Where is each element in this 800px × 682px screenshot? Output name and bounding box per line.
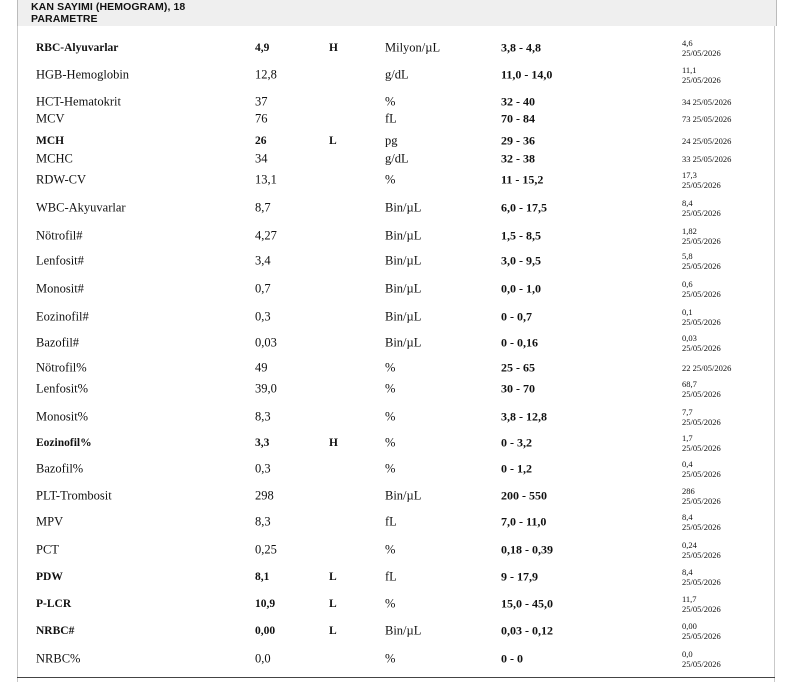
previous-result [682, 154, 731, 164]
reference-range: 30 - 70 [501, 381, 535, 395]
previous-result-value: 24 25/05/2026 [682, 135, 732, 146]
previous-result [682, 512, 721, 532]
result-value: 10,9 [255, 598, 276, 610]
test-name: Nötrofil% [36, 360, 87, 375]
reference-range: 32 - 38 [501, 151, 535, 166]
table-row [32, 620, 757, 641]
previous-result [682, 621, 721, 641]
previous-result [682, 567, 721, 587]
table-row [32, 594, 757, 614]
table-row [32, 306, 757, 328]
result-flag: L [329, 134, 337, 147]
previous-result-date: 25/05/2026 [682, 496, 721, 506]
previous-result-value: 68,7 [682, 378, 697, 389]
section-title-line1: KAN SAYIMI (HEMOGRAM), 18 [31, 1, 186, 13]
result-value: 298 [255, 488, 274, 503]
result-unit: % [385, 381, 396, 395]
previous-result-value: 0,0 [682, 648, 693, 659]
reference-range: 9 - 17,9 [501, 569, 538, 584]
reference-range: 0 - 0,16 [501, 335, 538, 350]
result-flag: H [329, 436, 338, 449]
previous-result-value: 0,03 [682, 333, 697, 343]
reference-range: 3,0 - 9,5 [501, 253, 541, 268]
result-unit: Bin/µL [385, 488, 422, 503]
result-unit: Bin/µL [385, 281, 422, 296]
test-name: NRBC# [36, 624, 75, 637]
previous-result [682, 136, 731, 146]
result-unit: Bin/µL [385, 200, 422, 215]
result-flag: H [329, 41, 338, 54]
section-header [17, 0, 777, 26]
result-value: 0,25 [255, 542, 277, 557]
result-unit: % [385, 461, 396, 476]
result-unit: % [385, 172, 396, 186]
result-unit: % [385, 596, 396, 611]
table-row [32, 250, 757, 272]
result-value: 26 [255, 134, 267, 147]
previous-result-value: 5,8 [682, 251, 693, 261]
test-name: NRBC% [36, 651, 81, 665]
test-name: Nötrofil# [36, 228, 83, 243]
previous-result-date: 25/05/2026 [682, 261, 721, 271]
table-row [32, 332, 757, 354]
previous-result [682, 114, 731, 124]
test-name: Monosit% [36, 409, 89, 423]
reference-range: 7,0 - 11,0 [501, 514, 547, 529]
reference-range: 0,18 - 0,39 [501, 542, 553, 557]
result-unit: % [385, 651, 396, 665]
result-value: 76 [255, 111, 268, 126]
previous-result-date: 25/05/2026 [682, 74, 721, 85]
previous-result [682, 279, 721, 299]
previous-result [682, 226, 721, 246]
result-unit: fL [385, 514, 397, 529]
result-flag: L [329, 598, 337, 610]
previous-result-value: 11,7 [682, 594, 697, 604]
table-row [32, 567, 757, 587]
reference-range: 15,0 - 45,0 [501, 596, 553, 611]
table-row [32, 360, 757, 376]
test-name: MCV [36, 111, 65, 126]
reference-range: 200 - 550 [501, 488, 547, 503]
table-row [32, 38, 757, 57]
result-value: 49 [255, 360, 268, 375]
result-unit: fL [385, 111, 397, 126]
result-value: 8,7 [255, 200, 271, 215]
result-value: 37 [255, 94, 268, 108]
table-row [32, 197, 757, 219]
result-unit: g/dL [385, 67, 409, 81]
result-unit: g/dL [385, 151, 409, 166]
test-name: PDW [36, 571, 63, 583]
table-row [32, 486, 757, 506]
previous-result [682, 486, 721, 506]
previous-result [682, 333, 721, 353]
previous-result-date: 25/05/2026 [682, 289, 721, 299]
result-unit: pg [385, 133, 398, 147]
previous-result-value: 286 [682, 486, 695, 496]
previous-result-date: 25/05/2026 [682, 577, 721, 587]
result-unit: % [385, 542, 396, 557]
table-row [32, 65, 757, 84]
previous-result [682, 407, 721, 427]
result-value: 8,3 [255, 409, 271, 423]
previous-result-value: 0,00 [682, 620, 697, 631]
result-unit: fL [385, 569, 397, 584]
previous-result-value: 0,4 [682, 459, 693, 469]
previous-result-value: 11,1 [682, 64, 697, 75]
previous-result-date: 25/05/2026 [682, 550, 721, 560]
previous-result-date: 25/05/2026 [682, 343, 721, 353]
result-value: 3,4 [255, 253, 271, 268]
previous-result-date: 25/05/2026 [682, 236, 721, 246]
result-unit: % [385, 360, 396, 375]
test-name: Bazofil# [36, 335, 80, 350]
result-value: 13,1 [255, 172, 277, 186]
result-value: 3,3 [255, 436, 270, 449]
result-value: 4,27 [255, 228, 277, 243]
result-unit: Bin/µL [385, 309, 422, 324]
result-flag: L [329, 571, 337, 583]
previous-result-date: 25/05/2026 [682, 630, 721, 641]
previous-result-date: 25/05/2026 [682, 47, 721, 58]
result-value: 4,9 [255, 41, 270, 54]
test-name: Eozinofil% [36, 436, 92, 449]
previous-result-date: 25/05/2026 [682, 442, 721, 453]
test-name: Monosit# [36, 281, 84, 296]
table-row [32, 540, 757, 560]
previous-result-value: 33 25/05/2026 [682, 154, 732, 164]
result-flag: L [329, 624, 337, 637]
section-title-line2: PARAMETRE [31, 13, 98, 25]
reference-range: 29 - 36 [501, 133, 535, 147]
table-row [32, 650, 757, 667]
previous-result-date: 25/05/2026 [682, 179, 721, 190]
table-row [32, 512, 757, 532]
result-value: 8,3 [255, 514, 271, 529]
reference-range: 70 - 84 [501, 111, 535, 126]
test-name: Bazofil% [36, 461, 84, 476]
previous-result-date: 25/05/2026 [682, 208, 721, 218]
result-value: 0,7 [255, 281, 271, 296]
previous-result [682, 540, 721, 560]
table-row [32, 432, 757, 453]
previous-result [682, 363, 731, 373]
previous-result-date: 25/05/2026 [682, 522, 721, 532]
result-value: 0,3 [255, 309, 271, 324]
table-row [32, 110, 757, 128]
previous-result [682, 251, 721, 271]
previous-result-value: 0,1 [682, 307, 693, 317]
result-unit: Milyon/µL [385, 40, 441, 54]
result-unit: % [385, 409, 396, 423]
result-value: 12,8 [255, 67, 277, 81]
previous-result-value: 0,24 [682, 540, 697, 550]
previous-result-value: 0,6 [682, 279, 693, 289]
table-row [32, 92, 757, 111]
previous-result-value: 73 25/05/2026 [682, 114, 732, 124]
previous-result-date: 25/05/2026 [682, 469, 721, 479]
reference-range: 3,8 - 4,8 [501, 40, 541, 54]
test-name: RBC-Alyuvarlar [36, 41, 119, 54]
table-row [32, 278, 757, 300]
test-name: MCH [36, 134, 65, 147]
previous-result-value: 22 25/05/2026 [682, 363, 732, 373]
previous-result-date: 25/05/2026 [682, 317, 721, 327]
previous-result-date: 25/05/2026 [682, 416, 721, 427]
test-name: P-LCR [36, 598, 72, 610]
previous-result [682, 170, 721, 190]
previous-result [682, 38, 721, 58]
table-row [32, 225, 757, 247]
test-name: RDW-CV [36, 172, 86, 186]
result-value: 34 [255, 151, 268, 166]
reference-range: 6,0 - 17,5 [501, 200, 547, 215]
previous-result [682, 379, 721, 399]
result-value: 39,0 [255, 381, 277, 395]
previous-result [682, 459, 721, 479]
previous-result-value: 7,7 [682, 406, 693, 417]
previous-result-value: 34 25/05/2026 [682, 96, 732, 107]
previous-result [682, 433, 721, 453]
test-name: Lenfosit# [36, 253, 84, 268]
result-unit: % [385, 435, 396, 449]
table-row [32, 169, 757, 190]
test-name: MPV [36, 514, 64, 529]
previous-result-value: 8,4 [682, 512, 693, 522]
table-row [32, 379, 757, 398]
previous-result-date: 25/05/2026 [682, 604, 721, 614]
previous-result [682, 198, 721, 218]
result-value: 0,00 [255, 624, 276, 637]
previous-result [682, 307, 721, 327]
test-name: HGB-Hemoglobin [36, 67, 130, 81]
reference-range: 25 - 65 [501, 360, 535, 375]
test-name: Eozinofil# [36, 309, 89, 324]
result-unit: Bin/µL [385, 253, 422, 268]
previous-result [682, 97, 731, 107]
reference-range: 1,5 - 8,5 [501, 228, 541, 243]
result-value: 8,1 [255, 571, 270, 583]
reference-range: 0,0 - 1,0 [501, 281, 541, 296]
previous-result [682, 594, 721, 614]
test-name: Lenfosit% [36, 381, 89, 395]
table-row [32, 131, 757, 150]
test-name: PLT-Trombosit [36, 488, 112, 503]
reference-range: 0 - 3,2 [501, 435, 532, 449]
result-unit: Bin/µL [385, 335, 422, 350]
previous-result-value: 1,82 [682, 226, 697, 236]
reference-range: 3,8 - 12,8 [501, 409, 547, 423]
result-unit: Bin/µL [385, 623, 422, 637]
previous-result [682, 65, 721, 85]
result-unit: Bin/µL [385, 228, 422, 243]
result-value: 0,0 [255, 651, 271, 665]
result-unit: % [385, 94, 396, 108]
reference-range: 11,0 - 14,0 [501, 67, 553, 81]
previous-result-value: 8,4 [682, 198, 693, 208]
result-value: 0,3 [255, 461, 271, 476]
previous-result [682, 649, 721, 669]
previous-result-value: 1,7 [682, 432, 693, 443]
table-row [32, 150, 757, 168]
test-name: PCT [36, 542, 59, 557]
table-row [32, 460, 757, 478]
reference-range: 0 - 1,2 [501, 461, 532, 476]
table-row [32, 406, 757, 427]
test-name: MCHC [36, 151, 73, 166]
reference-range: 32 - 40 [501, 94, 535, 108]
reference-range: 0,03 - 0,12 [501, 623, 553, 637]
reference-range: 11 - 15,2 [501, 172, 544, 186]
bottom-divider [17, 677, 775, 678]
previous-result-date: 25/05/2026 [682, 388, 721, 399]
previous-result-value: 8,4 [682, 567, 693, 577]
previous-result-value: 4,6 [682, 37, 693, 48]
reference-range: 0 - 0 [501, 651, 523, 665]
result-value: 0,03 [255, 335, 277, 350]
test-name: WBC-Akyuvarlar [36, 200, 126, 215]
reference-range: 0 - 0,7 [501, 309, 532, 324]
previous-result-value: 17,3 [682, 169, 697, 180]
test-name: HCT-Hematokrit [36, 94, 121, 108]
previous-result-date: 25/05/2026 [682, 658, 721, 669]
